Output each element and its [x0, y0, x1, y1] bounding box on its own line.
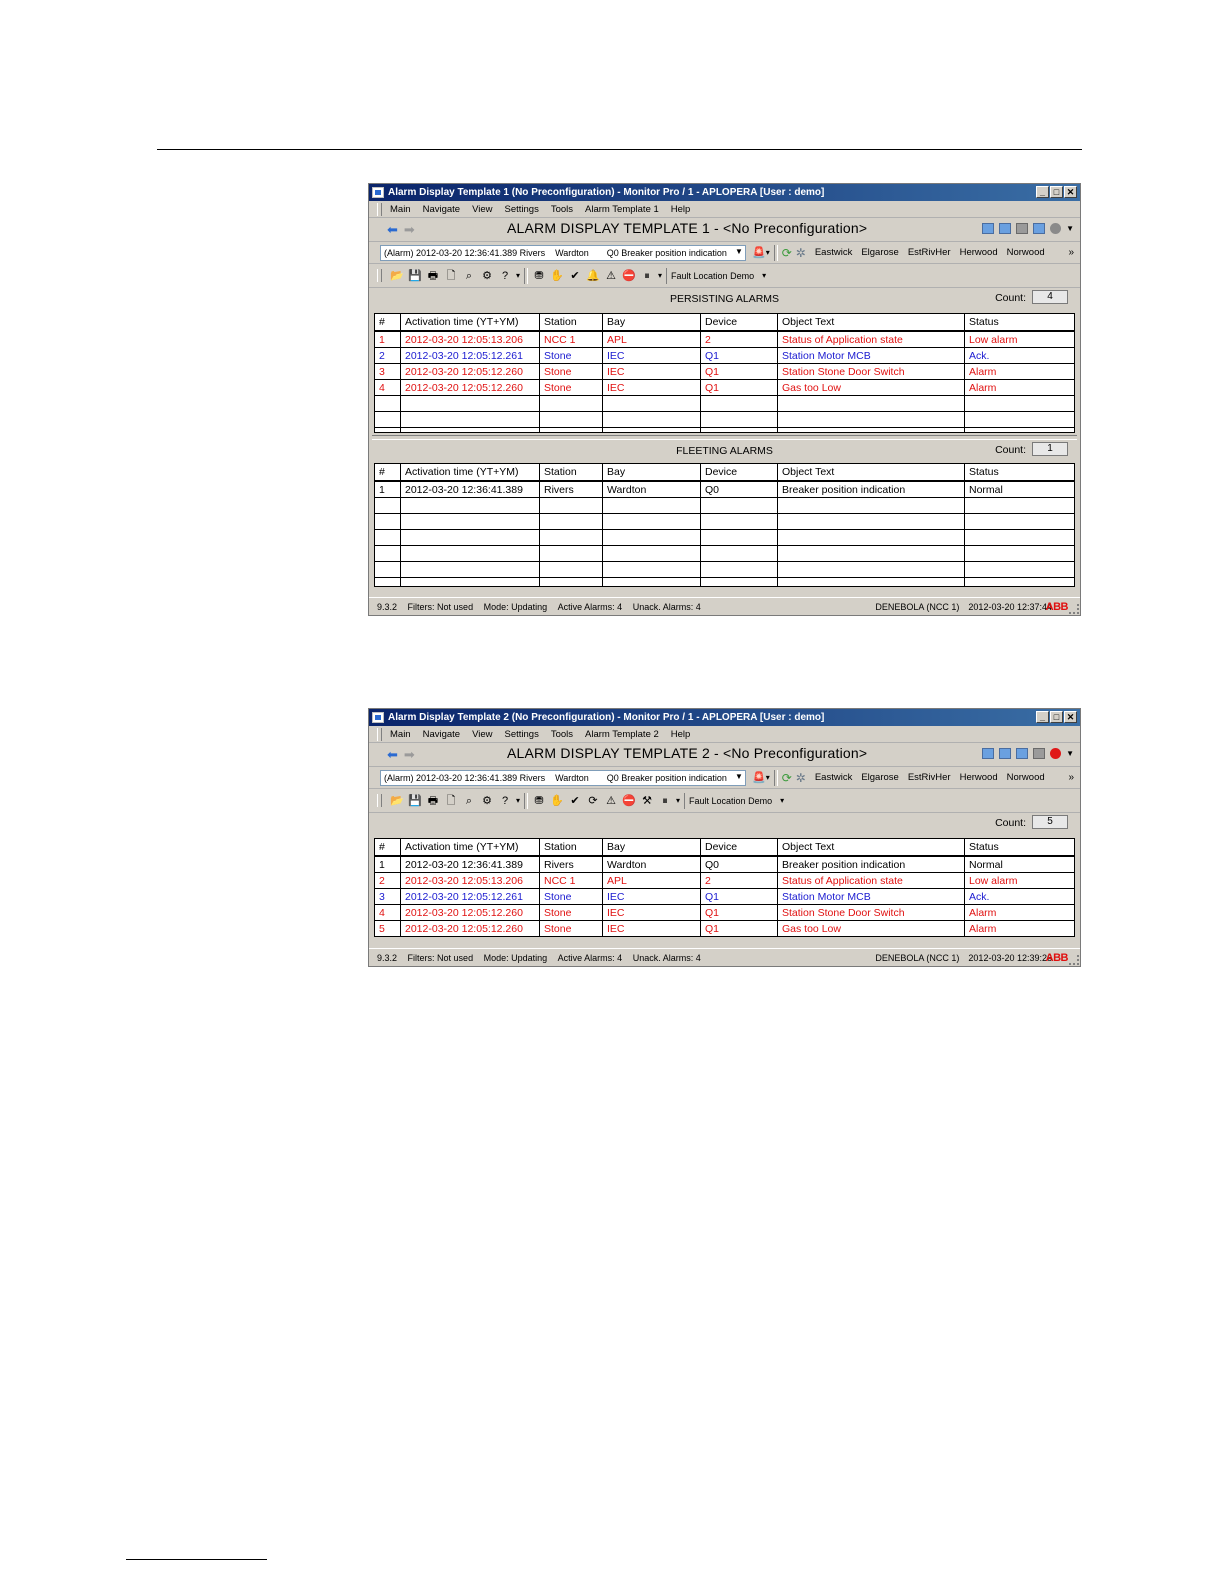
alarm-line-text: Q0 Breaker position indication [606, 772, 727, 783]
cell-activation-time: 2012-03-20 12:05:12.260 [401, 921, 540, 937]
cell-number: 2 [375, 348, 401, 364]
alarm-line-time: (Alarm) 2012-03-20 12:36:41.389 Rivers [384, 772, 546, 783]
table-header-row [375, 314, 1075, 332]
cell-station: Rivers [540, 481, 603, 498]
menu-main[interactable]: Main [390, 728, 411, 740]
help-icon[interactable]: ? [501, 269, 509, 282]
page-top-rule [157, 149, 1082, 150]
tool-icon[interactable]: ⚒ [642, 794, 652, 807]
acknowledge-icon[interactable]: ✋ [550, 794, 564, 807]
cell-device: Q0 [701, 856, 778, 873]
status-version: 9.3.2 [377, 952, 398, 963]
monitor-icon[interactable] [982, 223, 994, 234]
cell-status: Ack. [965, 348, 1075, 364]
page-icon[interactable]: 🗋 [446, 794, 456, 807]
fleeting-alarms-table [374, 463, 1075, 587]
cell-activation-time: 2012-03-20 12:05:13.206 [401, 331, 540, 348]
refresh-icon[interactable]: ⟳ [781, 770, 792, 785]
resize-grip-icon[interactable] [1069, 604, 1079, 614]
alarm-window-template-2 [368, 708, 1081, 967]
chevron-down-icon[interactable]: ▼ [1066, 224, 1074, 233]
minimize-button[interactable]: _ [1036, 186, 1049, 198]
cell-number: 2 [375, 873, 401, 889]
station-link-estrivher[interactable]: EstRivHer [907, 247, 951, 258]
window-icon[interactable] [999, 223, 1011, 234]
count-label: Count: [995, 444, 1026, 456]
cell-bay: APL [603, 331, 701, 348]
block-icon[interactable]: ⛔ [622, 269, 636, 282]
cell-bay: Wardton [603, 481, 701, 498]
siren-icon[interactable]: 🚨 [752, 247, 766, 259]
alarm-indicator-icon[interactable] [1050, 748, 1061, 759]
filter-icon[interactable]: ⛃ [534, 269, 544, 282]
menu-alarm-template[interactable]: Alarm Template 1 [585, 203, 659, 215]
cell-activation-time: 2012-03-20 12:05:12.261 [401, 889, 540, 905]
cell-activation-time: 2012-03-20 12:05:12.260 [401, 905, 540, 921]
col-header-bay[interactable]: Bay [603, 464, 701, 482]
menu-view[interactable]: View [472, 203, 493, 215]
col-header-device[interactable]: Device [701, 464, 778, 482]
abb-logo: ABB [1045, 601, 1068, 613]
col-header-bay[interactable]: Bay [603, 314, 701, 332]
station-link-norwood[interactable]: Norwood [1006, 772, 1045, 783]
forward-arrow-icon[interactable]: ➡ [403, 221, 415, 237]
fleeting-count: 1 [1032, 442, 1068, 456]
maximize-button[interactable]: □ [1050, 186, 1063, 198]
status-bar [369, 948, 1080, 966]
header-bar [369, 743, 1080, 767]
close-button[interactable]: ✕ [1064, 186, 1077, 198]
cell-bay: IEC [603, 364, 701, 380]
cell-object-text: Station Stone Door Switch [778, 905, 965, 921]
cell-device: Q1 [701, 921, 778, 937]
alarm-list-table [374, 838, 1075, 937]
cell-bay: Wardton [603, 856, 701, 873]
cell-status: Alarm [965, 364, 1075, 380]
col-header-device[interactable]: Device [701, 839, 778, 857]
cell-number: 4 [375, 380, 401, 396]
col-header-station[interactable]: Station [540, 314, 603, 332]
cell-object-text: Breaker position indication [778, 481, 965, 498]
chevron-down-icon[interactable]: ▾ [765, 248, 770, 257]
table-row[interactable] [375, 921, 1075, 937]
cell-number: 3 [375, 889, 401, 905]
cell-object-text: Breaker position indication [778, 856, 965, 873]
col-header-status[interactable]: Status [965, 464, 1075, 482]
siren-icon[interactable]: 🚨 [752, 772, 766, 784]
page-footnote-rule [126, 1559, 267, 1560]
cell-number: 5 [375, 921, 401, 937]
fleeting-title: FLEETING ALARMS [676, 445, 773, 457]
alarm-icon[interactable]: ⚠ [606, 794, 616, 807]
persisting-alarms-table [374, 313, 1075, 433]
window-icon[interactable] [999, 748, 1011, 759]
col-header-number[interactable]: # [375, 839, 401, 857]
cell-status: Ack. [965, 889, 1075, 905]
cell-object-text: Station Motor MCB [778, 889, 965, 905]
cell-station: NCC 1 [540, 331, 603, 348]
chevron-down-icon[interactable]: ▼ [1066, 749, 1074, 758]
table-row[interactable] [375, 481, 1075, 498]
alarm-row-bar [369, 767, 1080, 789]
cell-activation-time: 2012-03-20 12:36:41.389 [401, 481, 540, 498]
alarm-icon[interactable]: ⚠ [606, 269, 616, 282]
station-link-eastwick[interactable]: Eastwick [814, 772, 853, 783]
check-icon[interactable]: ✔ [570, 794, 580, 807]
toolbar-grip[interactable] [377, 728, 382, 741]
alarm-line-time: (Alarm) 2012-03-20 12:36:41.389 Rivers [384, 247, 546, 258]
cell-status: Low alarm [965, 873, 1075, 889]
status-version: 9.3.2 [377, 601, 398, 612]
abb-logo: ABB [1045, 952, 1068, 964]
cell-device: Q1 [701, 364, 778, 380]
list-count: 5 [1032, 815, 1068, 829]
maximize-button[interactable]: □ [1050, 711, 1063, 723]
menu-alarm-template[interactable]: Alarm Template 2 [585, 728, 659, 740]
screen-icon[interactable] [1016, 223, 1028, 234]
cell-object-text: Status of Application state [778, 873, 965, 889]
cell-activation-time: 2012-03-20 12:05:12.261 [401, 348, 540, 364]
persisting-header [369, 288, 1080, 308]
fault-location-label: Fault Location Demo [689, 795, 773, 806]
status-unack-alarms: Unack. Alarms: 4 [632, 952, 701, 963]
cell-number: 4 [375, 905, 401, 921]
resize-grip-icon[interactable] [1069, 955, 1079, 965]
table-row[interactable] [375, 889, 1075, 905]
open-folder-icon[interactable]: 📂 [390, 794, 404, 807]
display-icon[interactable] [1016, 748, 1028, 759]
status-filters: Filters: Not used [407, 952, 474, 963]
status-datetime: 2012-03-20 12:37:44 [968, 601, 1052, 612]
cell-bay: IEC [603, 380, 701, 396]
separator [524, 793, 528, 809]
toolbar-grip[interactable] [377, 794, 382, 807]
empty-row [375, 514, 1075, 530]
cell-station: NCC 1 [540, 873, 603, 889]
cell-status: Normal [965, 856, 1075, 873]
menu-tools[interactable]: Tools [550, 728, 574, 740]
alarm-row-bar [369, 242, 1080, 264]
status-datetime: 2012-03-20 12:39:26 [968, 952, 1052, 963]
cell-station: Stone [540, 364, 603, 380]
chevron-down-icon[interactable]: ▾ [676, 796, 681, 805]
cell-station: Stone [540, 889, 603, 905]
cell-device: 2 [701, 331, 778, 348]
status-node: DENEBOLA (NCC 1) [875, 601, 960, 612]
col-header-activation-time[interactable]: Activation time (YT+YM) [401, 314, 540, 332]
fault-location-label: Fault Location Demo [671, 270, 755, 281]
col-header-status[interactable]: Status [965, 314, 1075, 332]
count-label: Count: [995, 292, 1026, 304]
col-header-device[interactable]: Device [701, 314, 778, 332]
cell-activation-time: 2012-03-20 12:05:13.206 [401, 873, 540, 889]
cell-activation-time: 2012-03-20 12:05:12.260 [401, 364, 540, 380]
menu-navigate[interactable]: Navigate [422, 728, 461, 740]
station-link-herwood[interactable]: Herwood [959, 772, 998, 783]
station-link-elgarose[interactable]: Elgarose [861, 247, 899, 258]
table-row[interactable] [375, 856, 1075, 873]
cell-device: Q1 [701, 380, 778, 396]
toolbar-grip[interactable] [377, 203, 382, 216]
pause-icon[interactable]: ⏸ [644, 269, 650, 282]
asterisk-icon[interactable]: ✲ [795, 770, 806, 785]
menu-view[interactable]: View [472, 728, 493, 740]
menu-help[interactable]: Help [670, 203, 691, 215]
col-header-bay[interactable]: Bay [603, 839, 701, 857]
status-mode: Mode: Updating [483, 952, 548, 963]
tool-bar [369, 264, 1080, 288]
status-active-alarms: Active Alarms: 4 [557, 952, 623, 963]
cell-status: Alarm [965, 921, 1075, 937]
status-unack-alarms: Unack. Alarms: 4 [632, 601, 701, 612]
col-header-object-text[interactable]: Object Text [778, 314, 965, 332]
block-icon[interactable]: ⛔ [622, 794, 636, 807]
station-link-norwood[interactable]: Norwood [1006, 247, 1045, 258]
cell-number: 3 [375, 364, 401, 380]
check-icon[interactable]: ✔ [570, 269, 580, 282]
page-icon[interactable]: 🗋 [446, 269, 456, 282]
station-link-eastwick[interactable]: Eastwick [814, 247, 853, 258]
gear-icon[interactable]: ⚙ [482, 794, 492, 807]
window-title: Alarm Display Template 2 (No Preconfiguration) - Monitor Pro / 1 - APLOPERA [User : demo] [388, 712, 825, 723]
chevron-down-icon[interactable]: ▼ [735, 246, 743, 256]
empty-row [375, 412, 1075, 428]
chevron-down-icon[interactable]: ▼ [735, 771, 743, 781]
cell-number: 1 [375, 331, 401, 348]
back-arrow-icon[interactable]: ⬅ [387, 221, 398, 237]
chevron-down-icon[interactable]: ▾ [762, 271, 767, 280]
empty-row [375, 546, 1075, 562]
overflow-chevron-icon[interactable]: » [1068, 772, 1074, 783]
cell-bay: IEC [603, 921, 701, 937]
fault-location-combo[interactable] [666, 268, 778, 284]
col-header-activation-time[interactable]: Activation time (YT+YM) [401, 839, 540, 857]
cell-object-text: Station Motor MCB [778, 348, 965, 364]
col-header-object-text[interactable]: Object Text [778, 464, 965, 482]
print-icon[interactable]: 🖶 [427, 269, 439, 282]
alarm-indicator-icon[interactable] [1050, 223, 1061, 234]
count-label: Count: [995, 817, 1026, 829]
menu-main[interactable]: Main [390, 203, 411, 215]
tool-bar [369, 789, 1080, 813]
asterisk-icon[interactable]: ✲ [795, 245, 806, 260]
persisting-count: 4 [1032, 290, 1068, 304]
table-row[interactable] [375, 364, 1075, 380]
minimize-button[interactable]: _ [1036, 711, 1049, 723]
table-row[interactable] [375, 905, 1075, 921]
menu-help[interactable]: Help [670, 728, 691, 740]
col-header-number[interactable]: # [375, 464, 401, 482]
cell-number: 1 [375, 481, 401, 498]
cell-bay: IEC [603, 889, 701, 905]
chevron-down-icon[interactable]: ▾ [765, 773, 770, 782]
menu-settings[interactable]: Settings [504, 728, 539, 740]
chevron-down-icon[interactable]: ▾ [516, 796, 521, 805]
window-title: Alarm Display Template 1 (No Preconfiguration) - Monitor Pro / 1 - APLOPERA [User : demo] [388, 187, 825, 198]
cell-station: Rivers [540, 856, 603, 873]
separator [524, 268, 528, 284]
cell-device: Q1 [701, 905, 778, 921]
empty-row [375, 428, 1075, 433]
refresh-icon[interactable]: ⟳ [781, 245, 792, 260]
close-button[interactable]: ✕ [1064, 711, 1077, 723]
alarm-line-bay: Wardton [555, 772, 589, 783]
display-title: ALARM DISPLAY TEMPLATE 1 - <No Preconfiguration> [507, 220, 868, 236]
app-icon [372, 712, 384, 723]
menu-bar [369, 726, 1080, 743]
menu-tools[interactable]: Tools [550, 203, 574, 215]
table-header-row [375, 839, 1075, 857]
col-header-activation-time[interactable]: Activation time (YT+YM) [401, 464, 540, 482]
chevron-down-icon[interactable]: ▾ [658, 271, 663, 280]
screen-icon[interactable] [1033, 748, 1045, 759]
binoculars-icon[interactable]: ⌕ [465, 269, 473, 282]
fault-location-combo[interactable] [684, 793, 796, 809]
chevron-down-icon[interactable]: ▾ [516, 271, 521, 280]
menu-bar [369, 201, 1080, 218]
persisting-title: PERSISTING ALARMS [669, 293, 780, 305]
filter-icon[interactable]: ⛃ [534, 794, 544, 807]
cell-bay: APL [603, 873, 701, 889]
latest-alarm-combo[interactable] [380, 770, 746, 786]
chevron-down-icon[interactable]: ▾ [780, 796, 785, 805]
col-header-object-text[interactable]: Object Text [778, 839, 965, 857]
cell-number: 1 [375, 856, 401, 873]
binoculars-icon[interactable]: ⌕ [465, 794, 473, 807]
cell-status: Alarm [965, 905, 1075, 921]
col-header-number[interactable]: # [375, 314, 401, 332]
status-bar [369, 597, 1080, 615]
cell-status: Alarm [965, 380, 1075, 396]
table-row[interactable] [375, 380, 1075, 396]
table-row[interactable] [375, 873, 1075, 889]
empty-row [375, 396, 1075, 412]
app-icon [372, 187, 384, 198]
bell-icon[interactable]: 🔔 [586, 269, 600, 282]
open-folder-icon[interactable]: 📂 [390, 269, 404, 282]
toolbar-grip[interactable] [377, 269, 382, 282]
cell-object-text: Gas too Low [778, 380, 965, 396]
title-bar[interactable] [369, 709, 1080, 726]
station-link-estrivher[interactable]: EstRivHer [907, 772, 951, 783]
col-header-station[interactable]: Station [540, 839, 603, 857]
fleeting-header [369, 440, 1080, 460]
cell-device: Q1 [701, 348, 778, 364]
status-active-alarms: Active Alarms: 4 [557, 601, 623, 612]
cell-station: Stone [540, 921, 603, 937]
cell-bay: IEC [603, 905, 701, 921]
station-link-herwood[interactable]: Herwood [959, 247, 998, 258]
title-bar[interactable] [369, 184, 1080, 201]
cell-station: Stone [540, 348, 603, 364]
col-header-station[interactable]: Station [540, 464, 603, 482]
empty-row [375, 578, 1075, 587]
forward-arrow-icon[interactable]: ➡ [403, 746, 415, 762]
refresh-icon[interactable]: ⟳ [588, 794, 598, 807]
alarm-line-text: Q0 Breaker position indication [606, 247, 727, 258]
empty-row [375, 562, 1075, 578]
table-header-row [375, 464, 1075, 482]
separator [774, 245, 778, 261]
table-row[interactable] [375, 348, 1075, 364]
status-node: DENEBOLA (NCC 1) [875, 952, 960, 963]
menu-settings[interactable]: Settings [504, 203, 539, 215]
latest-alarm-combo[interactable] [380, 245, 746, 261]
alarm-window-template-1 [368, 183, 1081, 616]
cell-status: Normal [965, 481, 1075, 498]
cell-device: 2 [701, 873, 778, 889]
list-header [369, 813, 1080, 833]
monitor-icon[interactable] [982, 748, 994, 759]
cell-activation-time: 2012-03-20 12:36:41.389 [401, 856, 540, 873]
cell-device: Q1 [701, 889, 778, 905]
acknowledge-icon[interactable]: ✋ [550, 269, 564, 282]
col-header-status[interactable]: Status [965, 839, 1075, 857]
header-bar [369, 218, 1080, 242]
cell-bay: IEC [603, 348, 701, 364]
pause-icon[interactable]: ⏸ [662, 794, 668, 807]
display-title: ALARM DISPLAY TEMPLATE 2 - <No Preconfiguration> [507, 745, 868, 761]
cell-object-text: Station Stone Door Switch [778, 364, 965, 380]
display-icon[interactable] [1033, 223, 1045, 234]
menu-navigate[interactable]: Navigate [422, 203, 461, 215]
table-row[interactable] [375, 331, 1075, 348]
status-mode: Mode: Updating [483, 601, 548, 612]
cell-object-text: Status of Application state [778, 331, 965, 348]
print-icon[interactable]: 🖶 [427, 794, 439, 807]
cell-station: Stone [540, 380, 603, 396]
station-link-elgarose[interactable]: Elgarose [861, 772, 899, 783]
status-filters: Filters: Not used [407, 601, 474, 612]
cell-object-text: Gas too Low [778, 921, 965, 937]
overflow-chevron-icon[interactable]: » [1068, 247, 1074, 258]
cell-device: Q0 [701, 481, 778, 498]
save-icon[interactable]: 💾 [408, 794, 422, 807]
cell-activation-time: 2012-03-20 12:05:12.260 [401, 380, 540, 396]
gear-icon[interactable]: ⚙ [482, 269, 492, 282]
separator [774, 770, 778, 786]
empty-row [375, 498, 1075, 514]
alarm-line-bay: Wardton [555, 247, 589, 258]
cell-station: Stone [540, 905, 603, 921]
back-arrow-icon[interactable]: ⬅ [387, 746, 398, 762]
help-icon[interactable]: ? [501, 794, 509, 807]
empty-row [375, 530, 1075, 546]
save-icon[interactable]: 💾 [408, 269, 422, 282]
cell-status: Low alarm [965, 331, 1075, 348]
